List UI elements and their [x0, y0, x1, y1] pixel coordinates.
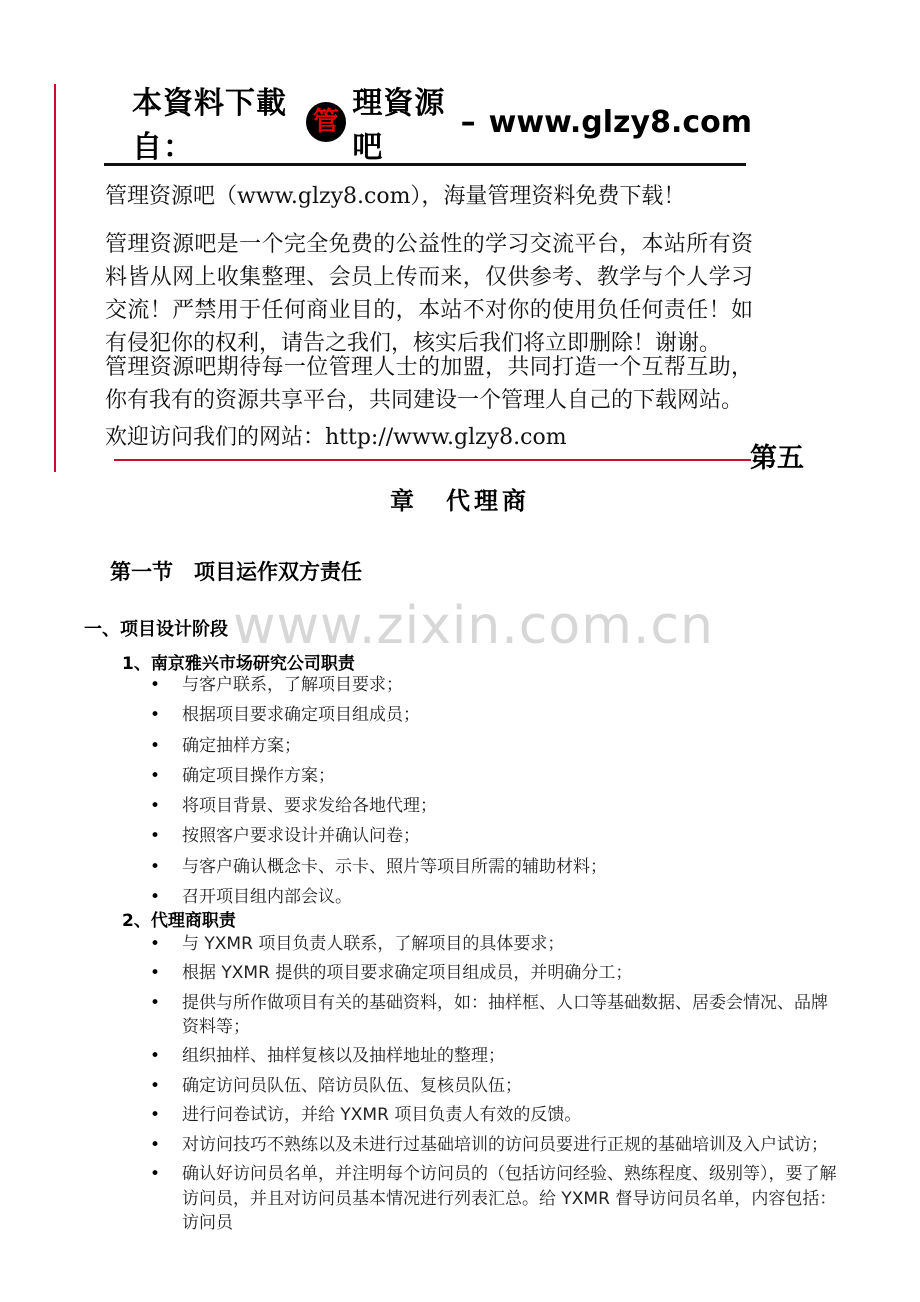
list-item — [148, 882, 848, 912]
responsibility-list-yxmr — [148, 670, 848, 912]
list-item-text: 按照客户要求设计并确认问卷； — [182, 826, 420, 847]
list-item-text: 根据项目要求确定项目组成员； — [182, 705, 420, 726]
bullet-icon: • — [150, 963, 161, 984]
chapter-number-fragment: 第五 — [750, 443, 804, 474]
bullet-icon: • — [150, 675, 161, 695]
list-item — [148, 1130, 838, 1159]
list-item-text: 确定访问员队伍、陪访员队伍、复核员队伍； — [182, 1075, 522, 1096]
list-item-text: 组织抽样、抽样复核以及抽样地址的整理； — [182, 1046, 505, 1067]
list-item-text: 召开项目组内部会议。 — [182, 887, 352, 908]
chapter-title: 章 代理商 — [390, 486, 530, 515]
bullet-icon: • — [150, 1164, 161, 1185]
left-margin-line — [54, 84, 56, 472]
list-item — [148, 821, 848, 851]
logo-prefix-text: 本資料下載自： — [132, 86, 287, 165]
site-welcome-line: 欢迎访问我们的网站：http://www.glzy8.com — [105, 425, 567, 450]
logo-badge-icon — [306, 102, 346, 142]
bullet-icon: • — [150, 735, 161, 756]
site-tagline: 管理资源吧（www.glzy8.com），海量管理资料免费下载！ — [105, 184, 686, 209]
list-item-text: 提供与所作做项目有关的基础资料，如：抽样框、人口等基础数据、居委会情况、品牌资料等； — [182, 992, 828, 1037]
list-item — [148, 1071, 838, 1100]
list-item-text: 进行问卷试访，并给 YXMR 项目负责人有效的反馈。 — [182, 1105, 582, 1126]
list-item — [148, 852, 848, 882]
list-item-text: 将项目背景、要求发给各地代理； — [182, 796, 437, 817]
bullet-icon: • — [150, 992, 161, 1013]
bullet-icon: • — [150, 796, 161, 817]
list-item-text: 确定项目操作方案； — [182, 765, 335, 786]
watermark-text: www.zixin.com.cn — [233, 596, 714, 656]
list-item — [148, 791, 848, 821]
bullet-icon: • — [150, 705, 161, 726]
list-item-text: 与客户确认概念卡、示卡、照片等项目所需的辅助材料； — [182, 856, 607, 877]
bullet-icon: • — [150, 1105, 161, 1126]
bullet-icon: • — [150, 1046, 161, 1067]
logo-badge-char: 管 — [312, 107, 340, 137]
list-item-text: 与 YXMR 项目负责人联系，了解项目的具体要求； — [182, 933, 565, 954]
bullet-icon: • — [150, 765, 161, 786]
list-item-text: 对访问技巧不熟练以及未进行过基础培训的访问员要进行正规的基础培训及入户试访； — [182, 1134, 828, 1155]
bullet-icon: • — [150, 1134, 161, 1155]
site-invite-paragraph: 管理资源吧期待每一位管理人士的加盟，共同打造一个互帮互助，你有我有的资源共享平台，共同建设一个管理人自己的下载网站。 — [105, 355, 753, 413]
logo-dash: – — [460, 104, 477, 140]
list-item-text: 确认好访问员名单，并注明每个访问员的（包括访问经验、熟练程度、级别等），要了解访问员，并且对访问员基本情况进行列表汇总。给 YXMR 督导访问员名单，内容包括：访问员 — [182, 1164, 837, 1233]
group2-heading: 2、代理商职责 — [122, 911, 236, 931]
list-item — [148, 1101, 838, 1130]
red-divider-line — [114, 459, 751, 461]
list-item — [148, 1042, 838, 1071]
list-item — [148, 958, 838, 987]
group1-heading: 1、南京雅兴市场研究公司职责 — [122, 654, 355, 674]
list-item — [148, 761, 848, 791]
list-item-text: 确定抽样方案； — [182, 735, 301, 756]
list-item — [148, 670, 848, 700]
list-item — [148, 731, 848, 761]
list-item — [148, 929, 838, 958]
subsection-heading-design-phase: 一、项目设计阶段 — [84, 619, 228, 640]
bullet-icon: • — [150, 887, 161, 908]
list-item-text: 与客户联系，了解项目要求； — [182, 675, 403, 695]
bullet-icon: • — [150, 826, 161, 847]
list-item — [148, 700, 848, 730]
site-notice-paragraph: 管理资源吧是一个完全免费的公益性的学习交流平台，本站所有资料皆从网上收集整理、会员上传而来，仅供参考、教学与个人学习交流！严禁用于任何商业目的，本站不对你的使用负任何责任！如有侵犯你的权利，请告之我们，核实后我们将立即删除！谢谢。 — [105, 232, 753, 356]
bullet-icon: • — [150, 933, 161, 954]
bullet-icon: • — [150, 1075, 161, 1096]
list-item-text: 根据 YXMR 提供的项目要求确定项目组成员，并明确分工； — [182, 963, 633, 984]
list-item — [148, 1160, 838, 1238]
logo-suffix-text: 理資源吧 — [352, 86, 446, 165]
responsibility-list-agent — [148, 929, 838, 1238]
bullet-icon: • — [150, 856, 161, 877]
list-item — [148, 988, 838, 1042]
logo-site-url: www.glzy8.com — [488, 104, 752, 140]
section-title: 第一节 项目运作双方责任 — [110, 560, 362, 584]
site-logo — [132, 86, 752, 165]
